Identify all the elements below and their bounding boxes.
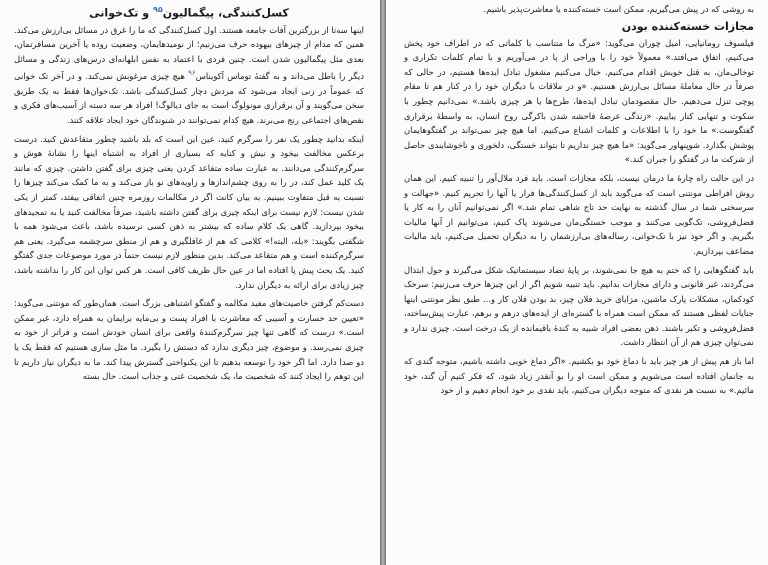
paragraph: در این حالت راه چارهٔ ما درمان نیست، بلکه مجازات است. باید فرد ملال‌آور را تنبیه کنیم. این همان روش افراطی مونتنی است که می‌گوید باید از کسل‌کنندگی‌ها فرار یا آنها را تحریم کنیم. «جهالت و سرسختی شما در سال گذشته به نهایت حد تاج شاهی تمام شد.» اگر نمی‌توانیم آنان را به کار یا فضل‌فروشی، تک‌گویی می‌کنند و موجب خستگی‌مان می‌شوند پاک کنیم، می‌توانیم از آنها مالیات بگیریم. و اگر خود نیز با تک‌خوانی، رساله‌های بی‌ارزشمان را به دیگران تحمیل می‌کنیم، باید مالیات مضاعف بپردازیم.	[404, 172, 754, 256]
paragraph: فیلسوف رومانیایی، امیل چوران می‌گوید: «مرگ ما متناسب با کلماتی که در اطراف خود پخش می‌کنیم، اتفاق می‌افتد.» معمولاً خود را با وراجی از پا در می‌آوریم و با تمام کلمات تکراری و توخالی‌مان، به قتل خویش اقدام می‌کنیم. خیال می‌کنیم مشغول تبادل ایده‌ها هستیم، در حالی که صرفاً در حال معاملهٔ مسائل بی‌ارزش هستیم. «و در ملاقات با دیگران خود را در کنار هم تا مقام پوچی تنزل می‌دهیم. حال مقصودمان تبادل ایده‌ها، طرح‌ها یا هر چیزی باشد.» نمی‌دانیم چطور با سکوت و تنهایی کنار بیاییم. «زندگی عرصهٔ فاحشه شدن باکرگی روح انسان، به واسطهٔ برقراری گفتگوست.» ما خود را با اطلاعات و کلمات اشباع می‌کنیم. اما هیچ چیز نمی‌تواند بر گفتگوهایمان پوشش بگذارد. شوپنهاور می‌گوید: «ما هیچ چیز نداریم تا بتواند خستگی، دلخوری و ناخوشایندی حاصل از شرکت ما در گفتگو را جبران کند.»	[404, 37, 754, 165]
paragraph: اینکه بدانید چطور یک نفر را سرگرم کنید، عین این است که بلد باشید چطور متقاعدش کنید. درست برعکس مخالفت بیخود و نیش و کنایه که بسیاری از افراد به اشتباه اینها را نشانهٔ هوش و سرگرم‌کنندگی می‌دانند. به عبارت ساده متقاعد کردن یعنی چیزی برای گفتن داشتن. چیزی که مانند یک کلید عمل کند، در را به روی چشم‌اندازها و زاویه‌های نو باز می‌کند و به ما کمک می‌کند چیزها را نسبت به قبل متفاوت ببینیم. به بیان کانت اگر در مکالمات روزمره چنین اتفاقی بیفتد، کمتر از یکی شدن نیست: لازم نیست برای اینکه چیزی برای گفتن داشته باشید، صرفاً مخالفت کنید یا به تمجیدهای بیخود بپردازید. گاهی یک کلام ساده که بیشتر به ذهن کسی نرسیده باشد، باعث می‌شود همه با شگفتی بگویند: «بله، البته!» کلامی که هم از غافلگیری و هم از منطق سرچشمه می‌گیرد. یعنی هم سرگرم‌کننده است و هم متقاعد می‌کند. بدین منظور لازم نیست حتماً در مورد موضوعات جدی گفتگو کنید. یک بحث پیش پا افتاده اما در عین حال ظریف کافی است. هر کس توان این کار را نداشته باشد، چیز زیادی برای ارائه به دیگران ندارد.	[14, 133, 364, 290]
paragraph: دست‌کم گرفتن خاصیت‌های مفید مکالمه و گفتگو اشتباهی بزرگ است. همان‌طور که مونتنی می‌گوید: «تعیین حد خسارت و آسیبی که معاشرت با افراد پست و بی‌مایه برایمان به همراه دارد، غیر ممکن است.» درست که گاهی تنها چیز سرگرم‌کنندهٔ واقعی برای انسان خودش است و فراتر از خود به چیزی نمی‌رسد. و موضوع، چیز دیگری ندارد که دستش را بگیرد. ما مثل سازی هستیم که فقط یک یا دو صدا دارد. اما اگر خود را توسعه بدهیم تا این یکنواختی گسترش پیدا کند. ما به دیگران نیاز داریم تا این توهم را ایجاد کنند که شخصیت ما، یک شخصیت غنی و جذاب است. حال بسته	[14, 298, 364, 382]
section-title	[14, 2, 364, 21]
left-page	[0, 0, 380, 565]
section-title: مجازات خسته‌کننده بودن	[621, 19, 754, 33]
paragraph: باید گفتگوهایی را که ختم به هیچ جا نمی‌شوند، بر پایهٔ تضاد سیستماتیک شکل می‌گیرند و حول ابتذال می‌گردند، غیر قانونی و دارای مجازات بدانیم. باید تنبیه شویم اگر از این چیزها حرف می‌زنیم: سرخک کودکمان، مشکلات پارک ماشین، مزایای خرید فلان چیز، بد بودن فلان کار و... طبق نظر مونتنی اینها جنایات لفظی هستند که ممکن است همراه با گستره‌ای از ایده‌های درهم و برهم، عبارت پیش‌ساخته، فضل‌فروشی و تکبر باشند. ذهن بعضی افراد شبیه به کندهٔ باقیمانده از یک درخت است. چیزی ندارد و نمی‌توان چیزی هم از آن انتظار داشت.	[404, 264, 754, 348]
paragraph	[14, 23, 364, 128]
continued-line: به روشی که در پیش می‌گیریم، ممکن است خسته‌کننده یا معاشرت‌پذیر باشیم.	[483, 4, 754, 14]
section-title-end: و تک‌خوانی	[89, 6, 150, 20]
footnote-ref[interactable]: ۹۵	[152, 5, 163, 14]
paragraph-text: اینها سه‌تا از بزرگترین آفات جامعه هستند. اول کسل‌کنندگی که ما را غرق در مسائل بی‌ارزش می‌کند. همین که مدام از چیزهای بیهوده حرف می‌زنیم؛ از نومیدهایمان، وضعیت روده یا آخرین مسافرتمان، بعدی مثل پیگمالیون شدن است. چنین فردی با اعتماد به نفس ابلهانه‌ای درس‌های زندگی و مسائل دیگر را باطل می‌داند و به گفتهٔ توماس آکویناس	[14, 24, 364, 82]
right-page	[386, 0, 768, 565]
footnote-ref[interactable]: ۹۶	[188, 69, 196, 78]
section-title-text: کسل‌کنندگی، پیگمالیون	[162, 6, 289, 20]
paragraph-text: هیچ چیزی مرغوبش نمی‌کند. و در آخر تک خوانی که عموماً در زنی ایجاد می‌شود که مردش دچار کسل‌کنندگی باشد. تک‌خوان‌ها فقط به یک طریق سخن می‌گویند و آن برقراری مونولوگ است به جای دیالوگ! افراد هر سه دسته از آسیب‌های فکری و نقص‌های اجتماعی رنج می‌برند. هیچ کدام نمی‌توانند در شنوندگان خود ایجاد علاقه کنند.	[14, 71, 364, 126]
paragraph: اما باز هم پیش از هر چیز باید با دماغ خود بو بکشیم. «اگر دماغ خوبی داشته باشیم، متوجه گندی که به جانمان افتاده است می‌شویم و ممکن است او را بو آنقدر زیاد شود، که فکر کنیم آن گند، خود مائیم.» به نسبت هر نقدی که متوجه دیگران می‌کنیم، باید نقدی بر خود انجام دهیم و از خود	[404, 356, 754, 396]
